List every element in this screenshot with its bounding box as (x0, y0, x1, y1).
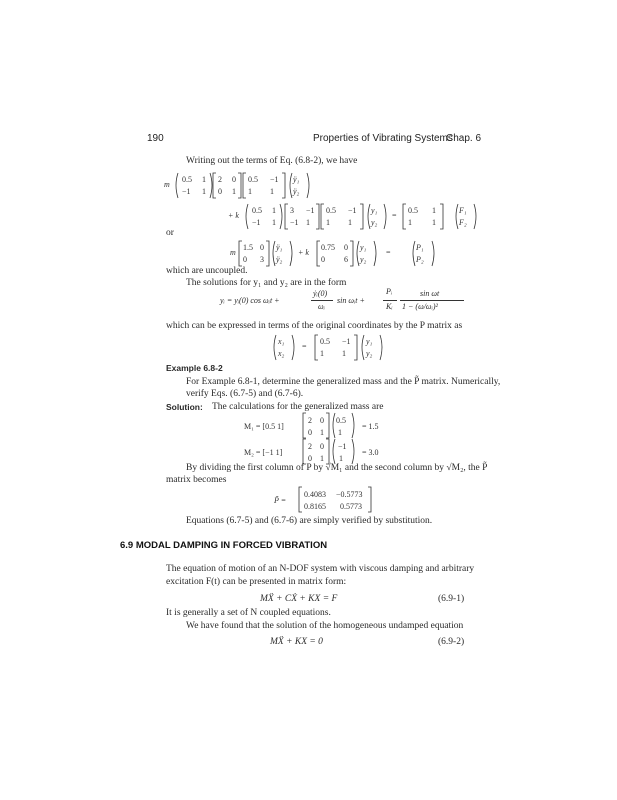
svg-text:0: 0 (320, 442, 324, 451)
svg-text:−1: −1 (338, 442, 347, 451)
svg-text:3: 3 (260, 255, 264, 264)
svg-text:m: m (164, 180, 170, 189)
or-word: or (166, 228, 174, 238)
svg-text:1: 1 (408, 218, 412, 227)
section-para1-line2: excitation F(t) can be presented in matrix form: (166, 577, 347, 587)
solution-label: Solution: (166, 402, 203, 412)
frac2-den: Kᵢ (386, 302, 393, 311)
svg-text:1: 1 (320, 349, 324, 358)
svg-text:−1: −1 (252, 218, 261, 227)
section-para1-line1: The equation of motion of an N-DOF system with viscous damping and arbitrary (166, 564, 475, 574)
svg-text:0.75: 0.75 (321, 243, 335, 252)
divide-line2: matrix becomes (166, 475, 227, 485)
frac1-bar (311, 300, 333, 301)
svg-text:0.5: 0.5 (408, 206, 418, 215)
svg-text:0: 0 (320, 416, 324, 425)
svg-text:−1: −1 (290, 218, 299, 227)
running-title: Properties of Vibrating Systems (313, 133, 453, 144)
svg-text:ÿ₁: ÿ₁ (293, 175, 300, 184)
svg-text:1: 1 (432, 206, 436, 215)
svg-text:−1: −1 (182, 187, 191, 196)
svg-text:0: 0 (260, 243, 264, 252)
example-problem-line2: verify Eqs. (6.7-5) and (6.7-6). (186, 389, 304, 399)
svg-text:= 3.0: = 3.0 (362, 448, 379, 457)
svg-text:2: 2 (218, 175, 222, 184)
svg-text:1: 1 (272, 218, 276, 227)
svg-text:0: 0 (218, 187, 222, 196)
svg-text:m: m (230, 248, 236, 257)
frac2-num: Pᵢ (386, 287, 393, 296)
example-problem-line1: For Example 6.8-1, determine the generalized mass and the P̃ matrix. Numerically, (186, 377, 501, 387)
frac1-num: ẏᵢ(0) (313, 289, 328, 298)
svg-text:1: 1 (248, 187, 252, 196)
svg-text:1: 1 (202, 175, 206, 184)
expanded-equation-line1 (164, 168, 344, 202)
frac3-num: sin ωt (420, 289, 440, 298)
svg-text:−1: −1 (306, 206, 315, 215)
svg-text:0: 0 (344, 243, 348, 252)
svg-text:=: = (302, 342, 307, 351)
equation-6-9-1: MẌ + CẊ + KX = F (260, 594, 338, 604)
svg-text:0.5773: 0.5773 (340, 502, 362, 511)
svg-text:1: 1 (320, 428, 324, 437)
svg-text:1: 1 (306, 218, 310, 227)
svg-text:0: 0 (243, 255, 247, 264)
svg-text:1.5: 1.5 (243, 243, 253, 252)
equation-6-9-2: MẌ + KX = 0 (270, 637, 323, 647)
svg-text:y₁: y₁ (371, 206, 378, 215)
svg-text:0.4083: 0.4083 (304, 490, 326, 499)
svg-text:1: 1 (342, 349, 346, 358)
svg-text:0.5: 0.5 (252, 206, 262, 215)
equation-number-6-9-2: (6.9-2) (438, 637, 465, 647)
solution-text: The calculations for the generalized mass are (212, 402, 384, 412)
svg-text:ÿ₂: ÿ₂ (276, 255, 283, 264)
divide-line1: By dividing the first column of P by √M₁ and the second column by √M₂, the P̃ (186, 463, 488, 473)
frac1-den: ωᵢ (318, 302, 325, 311)
uncoupled-equation (230, 236, 480, 270)
svg-text:0: 0 (232, 175, 236, 184)
svg-text:P₂: P₂ (416, 255, 424, 264)
svg-text:1: 1 (338, 428, 342, 437)
svg-text:y₂: y₂ (366, 349, 373, 358)
equations-verified: Equations (6.7-5) and (6.7-6) are simply verified by substitution. (186, 516, 433, 526)
svg-text:1: 1 (232, 187, 236, 196)
svg-text:1: 1 (270, 187, 274, 196)
svg-text:=: = (386, 248, 391, 257)
section-para3: We have found that the solution of the homogeneous undamped equation (186, 621, 464, 631)
svg-text:6: 6 (344, 255, 348, 264)
svg-text:0: 0 (308, 454, 312, 463)
svg-text:−0.5773: −0.5773 (336, 490, 363, 499)
svg-text:0.5: 0.5 (336, 416, 346, 425)
svg-text:M₁ = [0.5 1]: M₁ = [0.5 1] (244, 422, 284, 431)
section-title: 6.9 MODAL DAMPING IN FORCED VIBRATION (120, 540, 328, 551)
svg-text:−1: −1 (348, 206, 357, 215)
svg-text:−1: −1 (270, 175, 279, 184)
svg-text:1: 1 (432, 218, 436, 227)
svg-text:0.5: 0.5 (248, 175, 258, 184)
section-para2: It is generally a set of N coupled equations. (166, 608, 331, 618)
svg-text:0.5: 0.5 (182, 175, 192, 184)
equation-number-6-9-1: (6.9-1) (438, 594, 465, 604)
svg-text:1: 1 (202, 187, 206, 196)
svg-text:y₂: y₂ (360, 255, 367, 264)
svg-text:y₁: y₁ (360, 243, 367, 252)
expanded-equation-line2 (228, 199, 458, 233)
which-uncoupled: which are uncoupled. (166, 266, 248, 276)
solutions-line: The solutions for y₁ and y₂ are in the form (186, 278, 347, 288)
sin-term: sin ωᵢt + (337, 296, 365, 305)
svg-text:x₂: x₂ (278, 349, 285, 358)
svg-text:1: 1 (320, 454, 324, 463)
svg-text:ÿ₁: ÿ₁ (276, 243, 283, 252)
which-expressed: which can be expressed in terms of the original coordinates by the P matrix as (166, 321, 463, 331)
svg-text:2: 2 (308, 416, 312, 425)
frac2-bar (383, 300, 397, 301)
svg-text:=: = (392, 211, 397, 220)
svg-text:P̃ =: P̃ = (274, 496, 287, 505)
svg-text:1: 1 (339, 454, 343, 463)
svg-text:0.8165: 0.8165 (304, 502, 326, 511)
svg-text:y₁: y₁ (366, 337, 373, 346)
svg-text:F₂: F₂ (459, 218, 467, 227)
svg-text:0: 0 (308, 428, 312, 437)
example-heading: Example 6.8-2 (166, 363, 223, 373)
chapter-label: Chap. 6 (446, 133, 482, 144)
svg-text:+ k: + k (298, 248, 309, 257)
svg-text:y₂: y₂ (371, 218, 378, 227)
frac3-den: 1 − (ω/ωᵢ)² (402, 302, 438, 311)
force-vector (452, 199, 482, 233)
svg-text:1: 1 (326, 218, 330, 227)
svg-text:−1: −1 (342, 337, 351, 346)
p-tilde-matrix (274, 482, 394, 516)
frac3-bar (400, 300, 464, 301)
svg-text:ÿ₂: ÿ₂ (293, 187, 300, 196)
svg-text:F₁: F₁ (459, 206, 467, 215)
page-number: 190 (147, 133, 164, 144)
svg-text:M₂ = [−1 1]: M₂ = [−1 1] (244, 448, 283, 457)
svg-text:+ k: + k (228, 211, 239, 220)
solution-lhs: yᵢ = yᵢ(0) cos ωᵢt + (220, 296, 280, 305)
svg-text:x₁: x₁ (278, 337, 285, 346)
svg-text:0: 0 (321, 255, 325, 264)
svg-text:1: 1 (272, 206, 276, 215)
svg-text:P₁: P₁ (416, 243, 424, 252)
svg-text:= 1.5: = 1.5 (362, 422, 379, 431)
svg-text:2: 2 (308, 442, 312, 451)
intro-text: Writing out the terms of Eq. (6.8-2), we have (186, 156, 358, 166)
svg-text:1: 1 (348, 218, 352, 227)
transform-equation (270, 330, 430, 364)
svg-text:0.5: 0.5 (326, 206, 336, 215)
svg-text:3: 3 (290, 206, 294, 215)
svg-text:0.5: 0.5 (320, 337, 330, 346)
